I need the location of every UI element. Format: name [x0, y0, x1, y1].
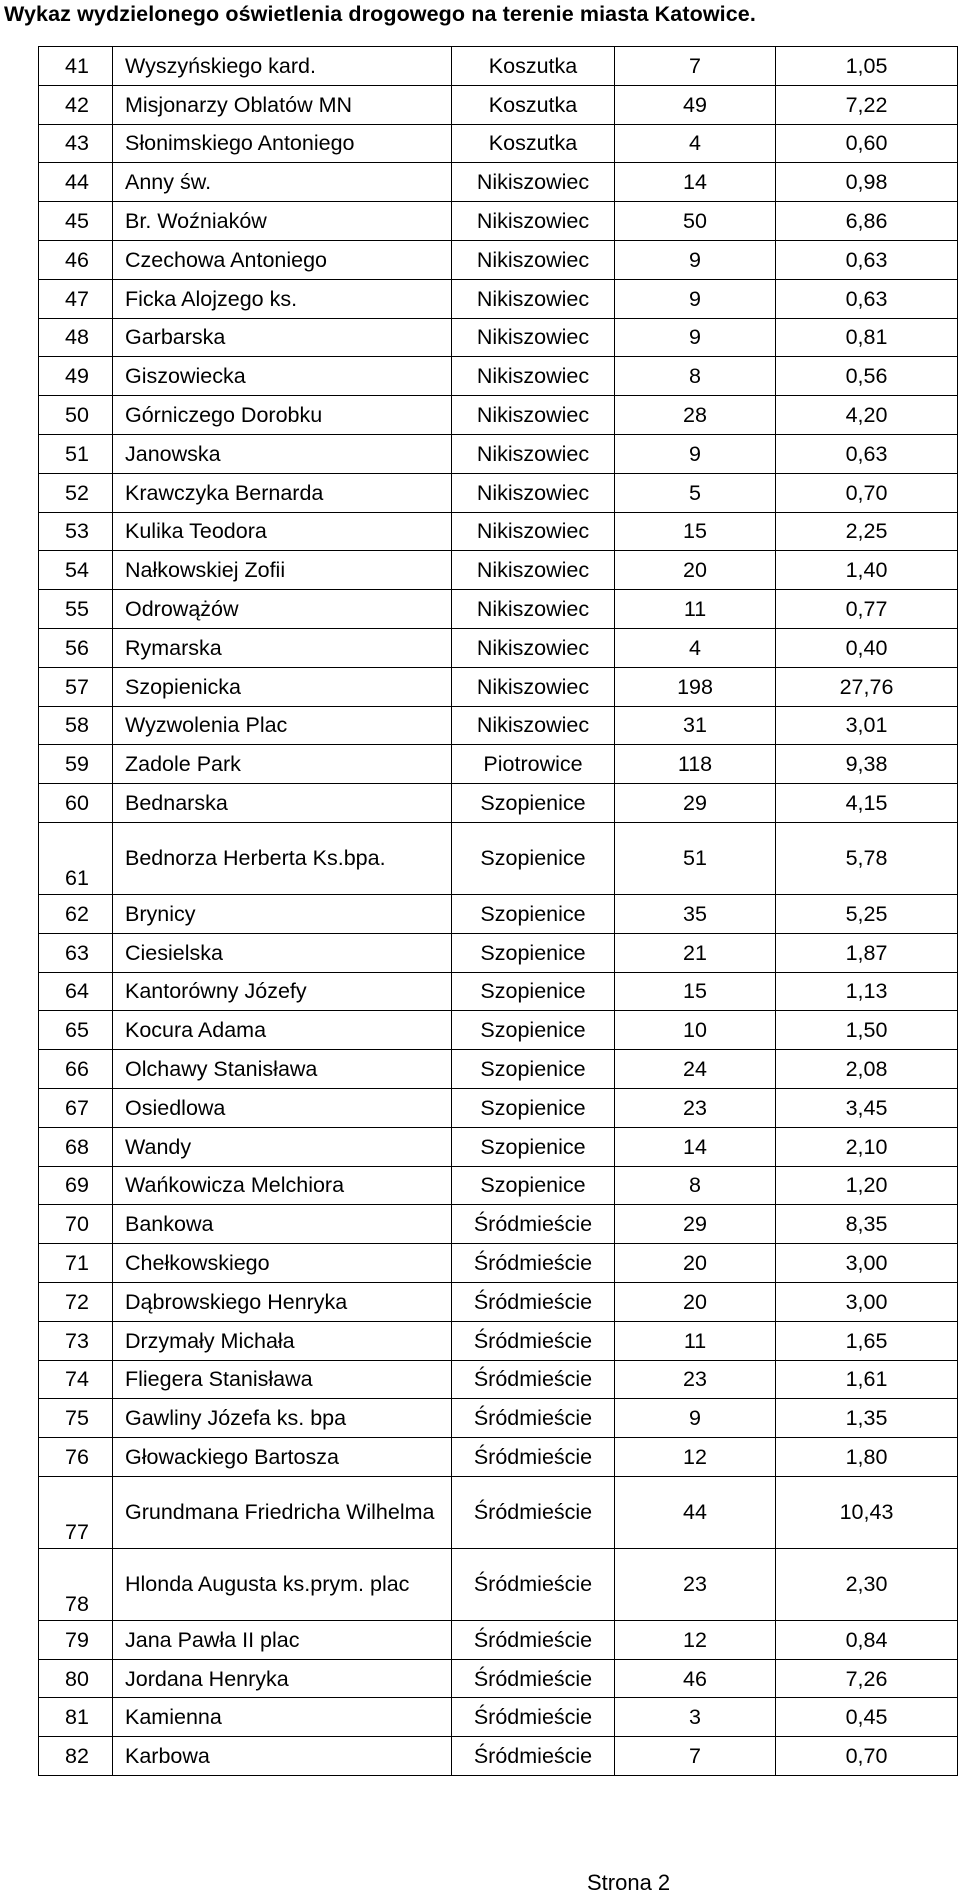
district-name: Szopienice	[452, 972, 615, 1011]
street-name: Głowackiego Bartosza	[113, 1438, 452, 1477]
power-value: 0,70	[776, 1737, 958, 1776]
district-name: Śródmieście	[452, 1659, 615, 1698]
power-value: 5,78	[776, 822, 958, 894]
row-number: 50	[39, 396, 113, 435]
page-number: Strona 2	[587, 1870, 671, 1895]
lamp-count: 3	[615, 1698, 776, 1737]
power-value: 4,15	[776, 784, 958, 823]
district-name: Nikiszowiec	[452, 318, 615, 357]
row-number: 65	[39, 1011, 113, 1050]
table-row	[39, 1011, 958, 1050]
district-name: Śródmieście	[452, 1438, 615, 1477]
lamp-count: 23	[615, 1088, 776, 1127]
lamp-count: 29	[615, 784, 776, 823]
district-name: Szopienice	[452, 1127, 615, 1166]
street-name: Janowska	[113, 434, 452, 473]
lamp-count: 29	[615, 1205, 776, 1244]
row-number: 73	[39, 1321, 113, 1360]
district-name: Nikiszowiec	[452, 706, 615, 745]
row-number: 51	[39, 434, 113, 473]
district-name: Szopienice	[452, 784, 615, 823]
district-name: Szopienice	[452, 1011, 615, 1050]
lamp-count: 50	[615, 202, 776, 241]
power-value: 1,13	[776, 972, 958, 1011]
street-name: Słonimskiego Antoniego	[113, 124, 452, 163]
street-name: Wańkowicza Melchiora	[113, 1166, 452, 1205]
street-name: Hlonda Augusta ks.prym. plac	[113, 1548, 452, 1620]
power-value: 2,30	[776, 1548, 958, 1620]
power-value: 1,87	[776, 933, 958, 972]
row-number: 41	[39, 47, 113, 86]
lamp-count: 4	[615, 628, 776, 667]
table-row	[39, 512, 958, 551]
row-number: 81	[39, 1698, 113, 1737]
table-row	[39, 1166, 958, 1205]
table-row	[39, 163, 958, 202]
street-name: Kulika Teodora	[113, 512, 452, 551]
table-row	[39, 47, 958, 86]
street-name: Misjonarzy Oblatów MN	[113, 85, 452, 124]
district-name: Śródmieście	[452, 1737, 615, 1776]
district-name: Szopienice	[452, 933, 615, 972]
table-row	[39, 434, 958, 473]
district-name: Śródmieście	[452, 1244, 615, 1283]
district-name: Koszutka	[452, 47, 615, 86]
street-name: Jana Pawła II plac	[113, 1620, 452, 1659]
table-row	[39, 590, 958, 629]
power-value: 10,43	[776, 1476, 958, 1548]
row-number: 71	[39, 1244, 113, 1283]
power-value: 5,25	[776, 894, 958, 933]
lamp-count: 11	[615, 590, 776, 629]
table-row	[39, 1321, 958, 1360]
district-name: Nikiszowiec	[452, 512, 615, 551]
table-row	[39, 551, 958, 590]
power-value: 3,01	[776, 706, 958, 745]
street-name: Szopienicka	[113, 667, 452, 706]
lamp-count: 11	[615, 1321, 776, 1360]
lamp-count: 49	[615, 85, 776, 124]
street-name: Chełkowskiego	[113, 1244, 452, 1283]
lamp-count: 21	[615, 933, 776, 972]
district-name: Nikiszowiec	[452, 434, 615, 473]
district-name: Nikiszowiec	[452, 628, 615, 667]
table-row	[39, 784, 958, 823]
lamp-count: 20	[615, 1244, 776, 1283]
power-value: 1,20	[776, 1166, 958, 1205]
table-row	[39, 1127, 958, 1166]
lamp-count: 35	[615, 894, 776, 933]
lamp-count: 118	[615, 745, 776, 784]
table-row	[39, 279, 958, 318]
power-value: 0,40	[776, 628, 958, 667]
table-row	[39, 396, 958, 435]
power-value: 3,00	[776, 1244, 958, 1283]
lamp-count: 9	[615, 318, 776, 357]
district-name: Nikiszowiec	[452, 357, 615, 396]
row-number: 75	[39, 1399, 113, 1438]
table-row	[39, 1737, 958, 1776]
lamp-count: 12	[615, 1620, 776, 1659]
street-name: Jordana Henryka	[113, 1659, 452, 1698]
lamp-count: 31	[615, 706, 776, 745]
street-name: Bankowa	[113, 1205, 452, 1244]
row-number: 72	[39, 1282, 113, 1321]
street-name: Ficka Alojzego ks.	[113, 279, 452, 318]
power-value: 0,84	[776, 1620, 958, 1659]
street-name: Br. Woźniaków	[113, 202, 452, 241]
street-name: Wyzwolenia Plac	[113, 706, 452, 745]
district-name: Koszutka	[452, 85, 615, 124]
table-row	[39, 1659, 958, 1698]
lamp-count: 7	[615, 1737, 776, 1776]
table-row	[39, 894, 958, 933]
row-number: 69	[39, 1166, 113, 1205]
lamp-count: 15	[615, 972, 776, 1011]
power-value: 4,20	[776, 396, 958, 435]
power-value: 8,35	[776, 1205, 958, 1244]
lamp-count: 198	[615, 667, 776, 706]
district-name: Nikiszowiec	[452, 396, 615, 435]
district-name: Szopienice	[452, 1166, 615, 1205]
street-name: Kamienna	[113, 1698, 452, 1737]
district-name: Nikiszowiec	[452, 202, 615, 241]
table-row	[39, 240, 958, 279]
power-value: 1,65	[776, 1321, 958, 1360]
power-value: 2,10	[776, 1127, 958, 1166]
table-row	[39, 1548, 958, 1620]
row-number: 79	[39, 1620, 113, 1659]
document-title: Wykaz wydzielonego oświetlenia drogowego na terenie miasta Katowice.	[4, 2, 756, 26]
table-row	[39, 667, 958, 706]
lamp-count: 20	[615, 1282, 776, 1321]
district-name: Nikiszowiec	[452, 240, 615, 279]
power-value: 0,63	[776, 434, 958, 473]
row-number: 76	[39, 1438, 113, 1477]
row-number: 66	[39, 1050, 113, 1089]
table-row	[39, 1438, 958, 1477]
street-name: Drzymały Michała	[113, 1321, 452, 1360]
district-name: Nikiszowiec	[452, 590, 615, 629]
table-row	[39, 1360, 958, 1399]
row-number: 61	[39, 822, 113, 894]
row-number: 48	[39, 318, 113, 357]
lamp-count: 8	[615, 357, 776, 396]
table-row	[39, 1620, 958, 1659]
street-name: Grundmana Friedricha Wilhelma	[113, 1476, 452, 1548]
power-value: 0,77	[776, 590, 958, 629]
power-value: 0,63	[776, 279, 958, 318]
row-number: 56	[39, 628, 113, 667]
power-value: 0,98	[776, 163, 958, 202]
lamp-count: 14	[615, 1127, 776, 1166]
street-name: Garbarska	[113, 318, 452, 357]
street-name: Dąbrowskiego Henryka	[113, 1282, 452, 1321]
district-name: Śródmieście	[452, 1620, 615, 1659]
power-value: 0,60	[776, 124, 958, 163]
district-name: Nikiszowiec	[452, 163, 615, 202]
lamp-count: 51	[615, 822, 776, 894]
table-row	[39, 745, 958, 784]
power-value: 0,81	[776, 318, 958, 357]
street-name: Karbowa	[113, 1737, 452, 1776]
lamp-count: 12	[615, 1438, 776, 1477]
row-number: 68	[39, 1127, 113, 1166]
row-number: 63	[39, 933, 113, 972]
lamp-count: 10	[615, 1011, 776, 1050]
street-name: Bednorza Herberta Ks.bpa.	[113, 822, 452, 894]
lamp-count: 15	[615, 512, 776, 551]
row-number: 74	[39, 1360, 113, 1399]
power-value: 0,70	[776, 473, 958, 512]
table-row	[39, 972, 958, 1011]
table-row	[39, 1698, 958, 1737]
lamp-count: 24	[615, 1050, 776, 1089]
district-name: Śródmieście	[452, 1399, 615, 1438]
table-row	[39, 706, 958, 745]
row-number: 46	[39, 240, 113, 279]
district-name: Śródmieście	[452, 1321, 615, 1360]
row-number: 59	[39, 745, 113, 784]
table-row	[39, 1205, 958, 1244]
row-number: 44	[39, 163, 113, 202]
district-name: Szopienice	[452, 822, 615, 894]
row-number: 58	[39, 706, 113, 745]
table-row	[39, 1244, 958, 1283]
street-name: Kantorówny Józefy	[113, 972, 452, 1011]
table-row	[39, 933, 958, 972]
district-name: Piotrowice	[452, 745, 615, 784]
row-number: 57	[39, 667, 113, 706]
street-name: Kocura Adama	[113, 1011, 452, 1050]
power-value: 1,35	[776, 1399, 958, 1438]
district-name: Nikiszowiec	[452, 473, 615, 512]
lamp-count: 9	[615, 279, 776, 318]
street-name: Fliegera Stanisława	[113, 1360, 452, 1399]
street-name: Osiedlowa	[113, 1088, 452, 1127]
lamp-count: 5	[615, 473, 776, 512]
table-row	[39, 1476, 958, 1548]
power-value: 1,61	[776, 1360, 958, 1399]
district-name: Śródmieście	[452, 1548, 615, 1620]
district-name: Śródmieście	[452, 1360, 615, 1399]
row-number: 64	[39, 972, 113, 1011]
lamp-count: 7	[615, 47, 776, 86]
table-row	[39, 318, 958, 357]
lamp-count: 20	[615, 551, 776, 590]
table-row	[39, 822, 958, 894]
row-number: 52	[39, 473, 113, 512]
lamp-count: 9	[615, 434, 776, 473]
row-number: 54	[39, 551, 113, 590]
district-name: Nikiszowiec	[452, 551, 615, 590]
power-value: 0,45	[776, 1698, 958, 1737]
row-number: 80	[39, 1659, 113, 1698]
district-name: Śródmieście	[452, 1282, 615, 1321]
street-name: Gawliny Józefa ks. bpa	[113, 1399, 452, 1438]
street-name: Odrowążów	[113, 590, 452, 629]
district-name: Szopienice	[452, 1050, 615, 1089]
street-lighting-table	[38, 46, 958, 1776]
street-name: Czechowa Antoniego	[113, 240, 452, 279]
district-name: Śródmieście	[452, 1205, 615, 1244]
power-value: 2,08	[776, 1050, 958, 1089]
table-row	[39, 473, 958, 512]
street-name: Giszowiecka	[113, 357, 452, 396]
district-name: Nikiszowiec	[452, 667, 615, 706]
power-value: 0,56	[776, 357, 958, 396]
street-name: Anny św.	[113, 163, 452, 202]
street-name: Wyszyńskiego kard.	[113, 47, 452, 86]
lamp-count: 46	[615, 1659, 776, 1698]
lamp-count: 28	[615, 396, 776, 435]
lamp-count: 9	[615, 240, 776, 279]
row-number: 53	[39, 512, 113, 551]
lamp-count: 23	[615, 1360, 776, 1399]
street-name: Wandy	[113, 1127, 452, 1166]
row-number: 45	[39, 202, 113, 241]
street-name: Ciesielska	[113, 933, 452, 972]
district-name: Śródmieście	[452, 1476, 615, 1548]
row-number: 49	[39, 357, 113, 396]
row-number: 67	[39, 1088, 113, 1127]
power-value: 3,00	[776, 1282, 958, 1321]
street-name: Rymarska	[113, 628, 452, 667]
power-value: 27,76	[776, 667, 958, 706]
power-value: 0,63	[776, 240, 958, 279]
street-name: Górniczego Dorobku	[113, 396, 452, 435]
street-name: Zadole Park	[113, 745, 452, 784]
table-row	[39, 1088, 958, 1127]
district-name: Śródmieście	[452, 1698, 615, 1737]
power-value: 3,45	[776, 1088, 958, 1127]
street-name: Brynicy	[113, 894, 452, 933]
lamp-count: 9	[615, 1399, 776, 1438]
table-row	[39, 357, 958, 396]
table-row	[39, 1282, 958, 1321]
row-number: 43	[39, 124, 113, 163]
row-number: 62	[39, 894, 113, 933]
row-number: 60	[39, 784, 113, 823]
power-value: 1,80	[776, 1438, 958, 1477]
lamp-count: 8	[615, 1166, 776, 1205]
street-name: Bednarska	[113, 784, 452, 823]
power-value: 7,26	[776, 1659, 958, 1698]
row-number: 42	[39, 85, 113, 124]
row-number: 47	[39, 279, 113, 318]
lamp-count: 4	[615, 124, 776, 163]
power-value: 1,50	[776, 1011, 958, 1050]
power-value: 1,05	[776, 47, 958, 86]
district-name: Szopienice	[452, 894, 615, 933]
row-number: 78	[39, 1548, 113, 1620]
table-body	[39, 47, 958, 1776]
table-row	[39, 202, 958, 241]
district-name: Koszutka	[452, 124, 615, 163]
street-name: Olchawy Stanisława	[113, 1050, 452, 1089]
power-value: 6,86	[776, 202, 958, 241]
power-value: 9,38	[776, 745, 958, 784]
lamp-count: 14	[615, 163, 776, 202]
street-name: Krawczyka Bernarda	[113, 473, 452, 512]
table-row	[39, 1399, 958, 1438]
street-name: Nałkowskiej Zofii	[113, 551, 452, 590]
district-name: Szopienice	[452, 1088, 615, 1127]
row-number: 82	[39, 1737, 113, 1776]
district-name: Nikiszowiec	[452, 279, 615, 318]
table-row	[39, 1050, 958, 1089]
row-number: 70	[39, 1205, 113, 1244]
power-value: 1,40	[776, 551, 958, 590]
lamp-count: 23	[615, 1548, 776, 1620]
row-number: 55	[39, 590, 113, 629]
power-value: 7,22	[776, 85, 958, 124]
table-row	[39, 124, 958, 163]
power-value: 2,25	[776, 512, 958, 551]
table-row	[39, 85, 958, 124]
row-number: 77	[39, 1476, 113, 1548]
lamp-count: 44	[615, 1476, 776, 1548]
table-row	[39, 628, 958, 667]
